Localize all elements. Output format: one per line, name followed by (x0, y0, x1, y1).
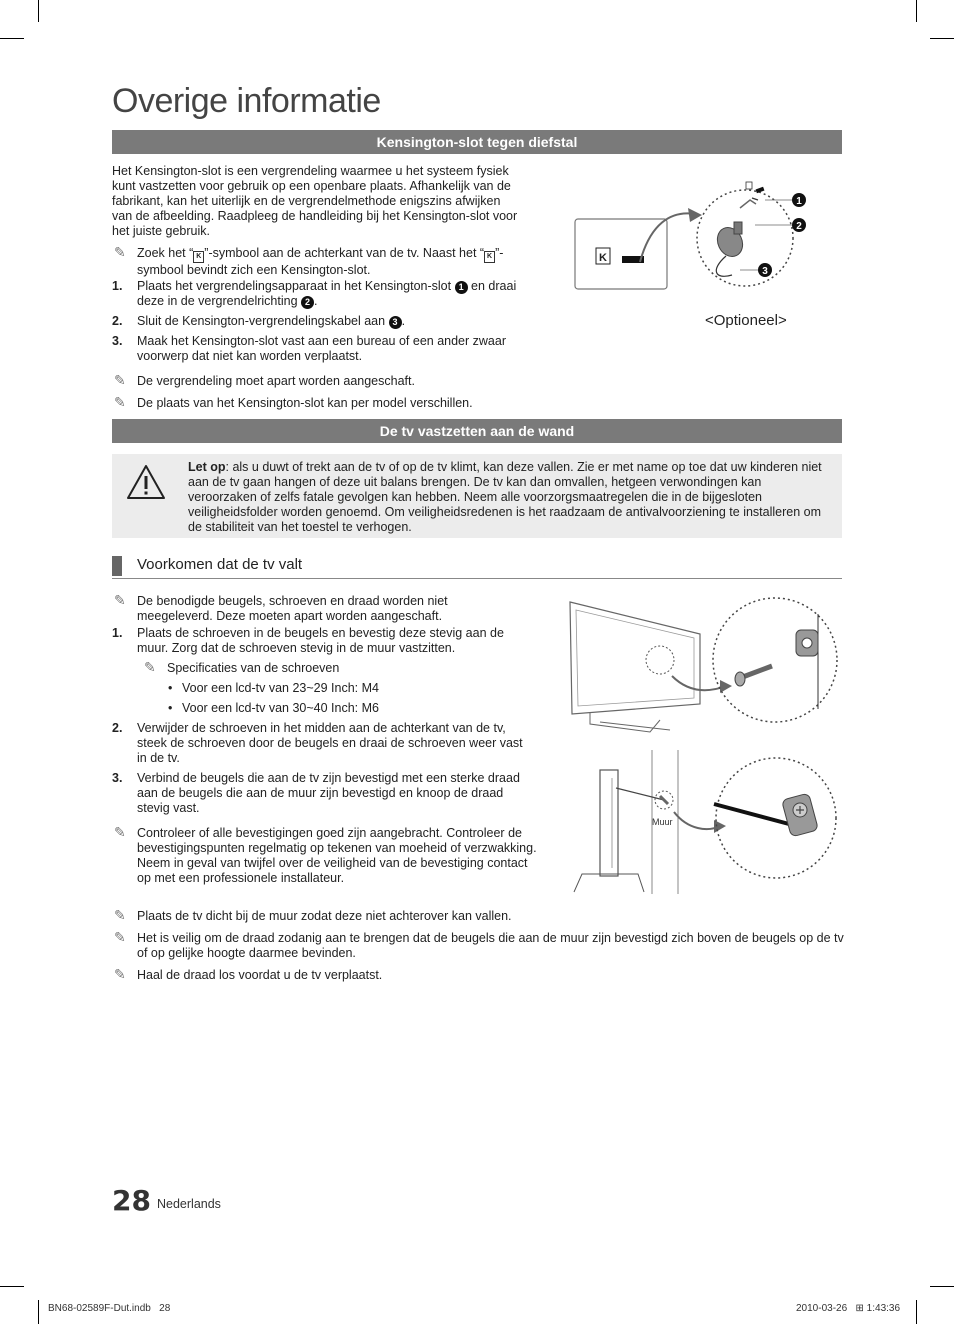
warning-text: Let op: als u duwt of trekt aan de tv of op de tv klimt, kan deze vallen. Zie er met name op toe dat uw kinderen niet aan de tv gaan hangen of deze uit balans brengen. De tv kan dan omvallen, hetgeen verwondingen kan veroorzaken of zelfs fatale gevolgen kan hebben. Neem alle voorzorgsmaatregelen die in de bijgesloten veiligheidsfolder worden genoemd. Om veiligheidsredenen is het raadzaam de antivalvoorziening te installeren om de stabiliteit van het toestel te verhogen. (188, 460, 822, 534)
wall-bracket-icon (796, 630, 818, 656)
wall-note-close: ✎ Plaats de tv dicht bij de muur zodat deze niet achterover kan vallen. (114, 907, 512, 923)
warning-triangle-icon (126, 464, 166, 500)
note-pencil-icon: ✎ (114, 592, 126, 608)
lock-device-icon (713, 198, 758, 276)
footer-language: Nederlands (157, 1197, 221, 1211)
note-pencil-icon: ✎ (114, 907, 126, 923)
kensington-note-purchase: ✎ De vergrendeling moet apart worden aangeschaft. (114, 372, 415, 388)
zoom-circle (716, 758, 836, 878)
note-pencil-icon: ✎ (114, 244, 126, 260)
footer-timestamp: 2010-03-26 ⊞ 1:43:36 (796, 1303, 901, 1314)
kensington-step-2: 2. Sluit de Kensington-vergrendelingskabel aan 3 . (112, 314, 406, 328)
crop-mark (930, 1286, 954, 1287)
clock-glyph-icon: ⊞ (855, 1303, 864, 1314)
note-pencil-icon: ✎ (114, 372, 126, 388)
callout-3-icon: 3 (389, 316, 402, 329)
warning-box (112, 454, 842, 538)
crop-mark (916, 1300, 917, 1324)
kensington-step-1: 1. Plaats het vergrendelingsapparaat in het Kensington-slot 1 en draai deze in de vergrendelrichting 2 . (112, 279, 517, 308)
page-title: Overige informatie (112, 82, 381, 120)
screw-icon (735, 666, 772, 686)
kensington-note-symbol: ✎ Zoek het “ K ”-symbool aan de achterkant van de tv. Naast het “ K ”-symbool bevindt zich een Kensington-slot. (114, 244, 504, 277)
callout-2-icon: 2 (301, 296, 314, 309)
tv-bracket-icon (782, 793, 819, 837)
wall-note-parts: ✎ De benodigde beugels, schroeven en draad worden niet meegeleverd. Deze moeten apart worden aangeschaft. (114, 592, 448, 623)
crop-mark (38, 0, 39, 22)
callout-1-icon: 1 (796, 196, 802, 207)
screw-spec-note: ✎ Specificaties van de schroeven (144, 659, 340, 675)
kensington-note-location: ✎ De plaats van het Kensington-slot kan per model verschillen. (114, 394, 473, 410)
kensington-step-3: 3. Maak het Kensington-slot vast aan een bureau of een ander zwaar voorwerp dat niet kan worden verplaatst. (112, 334, 506, 363)
arrow-icon (674, 812, 720, 829)
tv-back-bracket-illustration (560, 594, 842, 744)
kensington-intro: Het Kensington-slot is een vergrendeling waarmee u het systeem fysiek kunt vastzetten voor gebruik op een openbare plaats. Afhankelijk van de fabrikant, kan het uiterlijk en de vergrendelmethode enigszins afwijken van de afbeelding. Raadpleeg de handleiding bij het Kensington-slot voor het juiste gebruik. (112, 164, 518, 238)
crop-mark (930, 38, 954, 39)
note-pencil-icon: ✎ (114, 966, 126, 982)
subsection-heading (112, 554, 842, 579)
note-pencil-icon: ✎ (114, 929, 126, 945)
wall-note-detach: ✎ Haal de draad los voordat u de tv verplaatst. (114, 966, 383, 982)
screw-bullet: • Voor een lcd-tv van 30~40 Inch: M6 (168, 701, 379, 715)
wall-note-cord: ✎ Het is veilig om de draad zodanig aan te brengen dat de beugels die aan de muur zijn bevestigd zich boven de beugels op de tv of op gelijke hoogte daarmee bevinden. (114, 929, 844, 960)
section-heading-kensington: Kensington-slot tegen diefstal (112, 130, 842, 154)
crop-mark (38, 1300, 39, 1324)
wall-label: Muur (652, 817, 673, 827)
kensington-lock-illustration (570, 170, 842, 315)
subsection-title: Voorkomen dat de tv valt (137, 556, 303, 573)
crop-mark (0, 38, 24, 39)
wall-step-2: 2. Verwijder de schroeven in het midden aan de achterkant van de tv, steek de schroeven door de beugels en draai de schroeven weer vast in de tv. (112, 721, 523, 765)
kensington-k-icon: K (193, 251, 204, 263)
note-pencil-icon: ✎ (114, 824, 126, 840)
screw-bullet: • Voor een lcd-tv van 23~29 Inch: M4 (168, 681, 379, 695)
callout-2-icon: 2 (796, 221, 802, 232)
heading-marker (112, 556, 122, 576)
crop-mark (916, 0, 917, 22)
wall-note-check: ✎ Controleer of alle bevestigingen goed zijn aangebracht. Controleer de bevestigingspunten regelmatig op tekenen van moeheid of verzwakking. Neem in geval van twijfel over de veiligheid van de bevestiging contact op met een professionele installateur. (114, 824, 537, 885)
crop-mark (0, 1286, 24, 1287)
footer-file-info: BN68-02589F-Dut.indb 28 (48, 1303, 171, 1314)
wall-step-3: 3. Verbind de beugels die aan de tv zijn bevestigd met een sterke draad aan de beugels die aan de muur zijn bevestigd en knoop de draad stevig vast. (112, 771, 520, 815)
optional-label: <Optioneel> (705, 312, 787, 329)
note-pencil-icon: ✎ (114, 394, 126, 410)
wall-step-1: 1. Plaats de schroeven in de beugels en bevestig deze stevig aan de muur. Zorg dat de schroeven stevig in de muur vastzitten. (112, 626, 504, 655)
tv-back-panel (575, 219, 667, 289)
callout-1-icon: 1 (455, 281, 468, 294)
callout-3-icon: 3 (762, 266, 768, 277)
page-number: 28 (112, 1184, 151, 1217)
tv-wall-cord-illustration (568, 748, 842, 896)
kensington-k-icon: K (599, 252, 607, 264)
note-pencil-icon: ✎ (144, 659, 156, 675)
kensington-k-icon: K (484, 251, 495, 263)
section-heading-wall: De tv vastzetten aan de wand (112, 419, 842, 443)
